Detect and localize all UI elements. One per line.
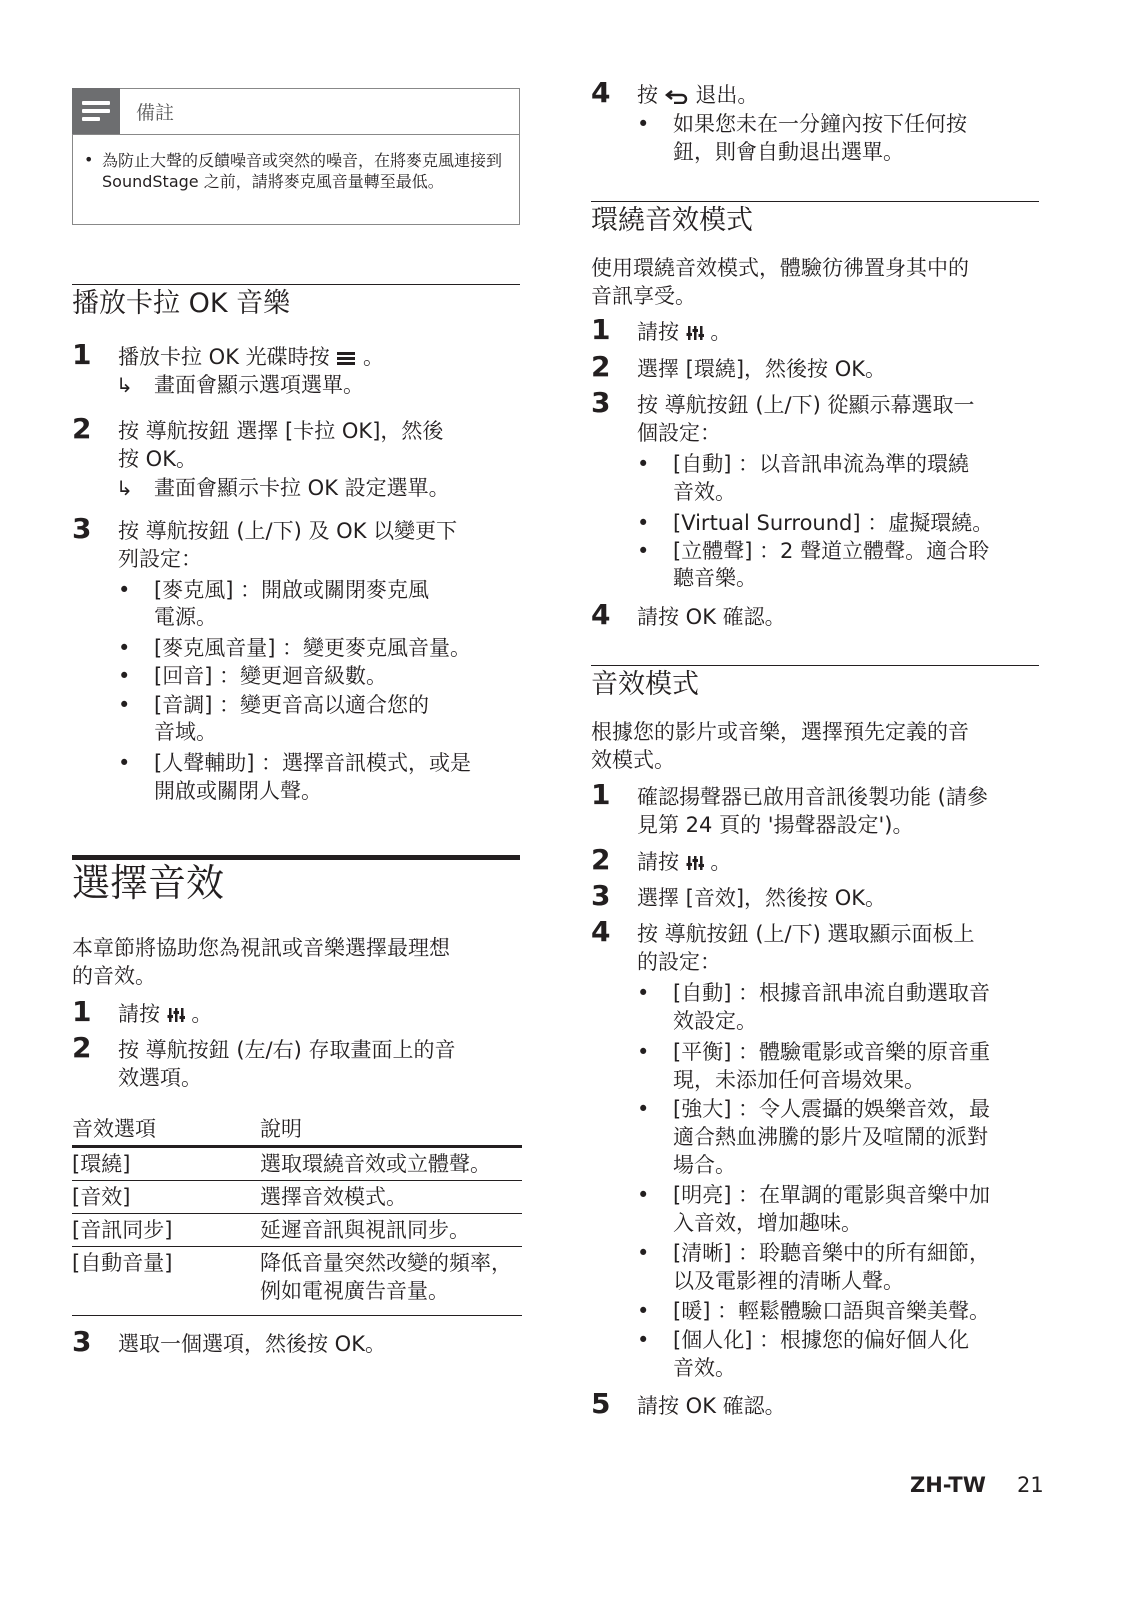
step-text: 按 導航按鈕 選擇 [卡拉 OK]，然後 [118,419,444,443]
sound-settings-icon [686,325,704,341]
step-number: 1 [72,995,92,1028]
intro-text: 根據您的影片或音樂，選擇預先定義的音 [591,720,969,744]
step-number: 5 [591,1387,611,1420]
sound-settings-icon [686,855,704,871]
step-number: 3 [72,1325,92,1358]
bullet: • [637,112,650,136]
list-item: 現，未添加任何音場效果。 [673,1068,925,1092]
bullet: • [637,539,650,563]
step-number: 2 [591,843,611,876]
list-item: [麥克風音量] ：變更麥克風音量。 [154,636,472,660]
result-arrow-icon: ↳ [116,476,133,500]
note-text: 為防止大聲的反饋噪音或突然的噪音，在將麥克風連接到 SoundStage 之前，請將麥克風音量轉至最低。 [102,151,503,191]
step-result: 畫面會顯示選項選單。 [154,373,364,397]
table-row: [環繞] 選取環繞音效或立體聲。 [72,1147,522,1181]
step-text: 列設定： [118,547,202,571]
list-item: [平衡] ：體驗電影或音樂的原音重 [673,1040,991,1064]
list-item: [音調] ：變更音高以適合您的 [154,693,430,717]
list-item: [立體聲] ：2 聲道立體聲。適合聆 [673,539,990,563]
list-item: 入音效，增加趣味。 [673,1211,862,1235]
list-item: 音效。 [673,480,736,504]
list-item: [清晰] ：聆聽音樂中的所有細節， [673,1241,991,1265]
list-item: [麥克風] ：開啟或關閉麥克風 [154,578,430,602]
bullet: • [637,1040,650,1064]
list-item: [Virtual Surround] ：虛擬環繞。 [673,511,994,535]
list-item: [自動] ：根據音訊串流自動選取音 [673,981,991,1005]
list-item: 場合。 [673,1153,736,1177]
step-number: 2 [72,1031,92,1064]
page-title: 選擇音效 [72,861,225,905]
step-text: 按 導航按鈕 (左/右) 存取畫面上的音 [118,1038,456,1062]
list-item: 電源。 [154,605,217,629]
karaoke-heading: 播放卡拉 OK 音樂 [72,288,291,319]
step-text: 播放卡拉 OK 光碟時按 。 [118,345,385,369]
menu-icon [336,350,356,366]
step-number: 1 [591,778,611,811]
table-row: [音效] 選擇音效模式。 [72,1181,522,1214]
step-text: 見第 24 頁的 '揚聲器設定')。 [637,813,914,837]
step-text: 按 OK。 [118,447,197,471]
list-item: [自動] ：以音訊串流為準的環繞 [673,452,970,476]
note-icon [72,88,120,134]
step-number: 4 [591,915,611,948]
note-title: 備註 [136,102,175,124]
step-text: 的設定： [637,950,721,974]
intro-text: 音訊享受。 [591,284,696,308]
table-row: [自動音量] 降低音量突然改變的頻率，例如電視廣告音量。 [72,1247,522,1316]
bullet: • [84,150,94,169]
intro-text: 本章節將協助您為視訊或音樂選擇最理想 [72,936,450,960]
step-text: 確認揚聲器已啟用音訊後製功能 (請參 [637,785,988,809]
bullet: • [637,1328,650,1352]
step-text: 效選項。 [118,1066,202,1090]
intro-text: 的音效。 [72,964,156,988]
sound-settings-icon [167,1007,185,1023]
bullet: • [637,1097,650,1121]
bullet: • [118,578,131,602]
surround-heading: 環繞音效模式 [591,205,753,236]
step-number: 3 [72,512,92,545]
bullet: • [637,452,650,476]
soundmode-heading: 音效模式 [591,669,699,700]
options-table [72,1115,522,1316]
step-number: 3 [591,386,611,419]
note-header [72,88,520,134]
list-item: [暖] ：輕鬆體驗口語與音樂美聲。 [673,1299,991,1323]
bullet: • [118,751,131,775]
step-text: 選取一個選項，然後按 OK。 [118,1332,386,1356]
intro-text: 使用環繞音效模式，體驗彷彿置身其中的 [591,256,969,280]
step-text: 按 退出。 [637,83,759,107]
intro-text: 效模式。 [591,748,675,772]
list-item: [回音] ：變更迴音級數。 [154,664,388,688]
table-header: 說明 [260,1115,522,1147]
step-number: 2 [72,412,92,445]
bullet: • [637,1299,650,1323]
step-text: 按 導航按鈕 (上/下) 選取顯示面板上 [637,922,975,946]
bullet: • [118,693,131,717]
step-text: 選擇 [音效]，然後按 OK。 [637,886,887,910]
step-number: 3 [591,879,611,912]
step-text: 請按 。 [118,1002,213,1026]
list-item: 以及電影裡的清晰人聲。 [673,1269,904,1293]
page-number: 21 [1017,1473,1044,1497]
list-item: [明亮] ：在單調的電影與音樂中加 [673,1183,991,1207]
list-item: [個人化] ：根據您的偏好個人化 [673,1328,970,1352]
step-number: 2 [591,350,611,383]
list-item: 聽音樂。 [673,566,757,590]
step-number: 4 [591,598,611,631]
step-text: 按 導航按鈕 (上/下) 及 OK 以變更下 [118,519,458,543]
language-code: ZH-TW [910,1473,986,1497]
step-number: 1 [591,313,611,346]
step-text: 個設定： [637,421,721,445]
table-header: 音效選項 [72,1115,260,1147]
list-item: 開啟或關閉人聲。 [154,779,322,803]
step-text: 選擇 [環繞]，然後按 OK。 [637,357,887,381]
bullet: • [118,664,131,688]
list-item: [強大] ：令人震攝的娛樂音效，最 [673,1097,991,1121]
back-icon [665,88,689,104]
list-item: 效設定。 [673,1009,757,1033]
table-row: [音訊同步] 延遲音訊與視訊同步。 [72,1214,522,1247]
list-item: 適合熱血沸騰的影片及喧鬧的派對 [673,1125,988,1149]
list-item: 鈕，則會自動退出選單。 [673,140,904,164]
bullet: • [637,981,650,1005]
list-item: 音效。 [673,1356,736,1380]
bullet: • [637,511,650,535]
result-arrow-icon: ↳ [116,373,133,397]
list-item: 如果您未在一分鐘內按下任何按 [673,112,967,136]
bullet: • [637,1241,650,1265]
step-result: 畫面會顯示卡拉 OK 設定選單。 [154,476,450,500]
bullet: • [118,636,131,660]
step-text: 請按 。 [637,850,732,874]
list-item: [人聲輔助] ：選擇音訊模式，或是 [154,751,472,775]
step-text: 請按 OK 確認。 [637,1394,786,1418]
step-number: 1 [72,338,92,371]
bullet: • [637,1183,650,1207]
list-item: 音域。 [154,720,217,744]
step-number: 4 [591,76,611,109]
step-text: 請按 。 [637,320,732,344]
step-text: 按 導航按鈕 (上/下) 從顯示幕選取一 [637,393,975,417]
step-text: 請按 OK 確認。 [637,605,786,629]
